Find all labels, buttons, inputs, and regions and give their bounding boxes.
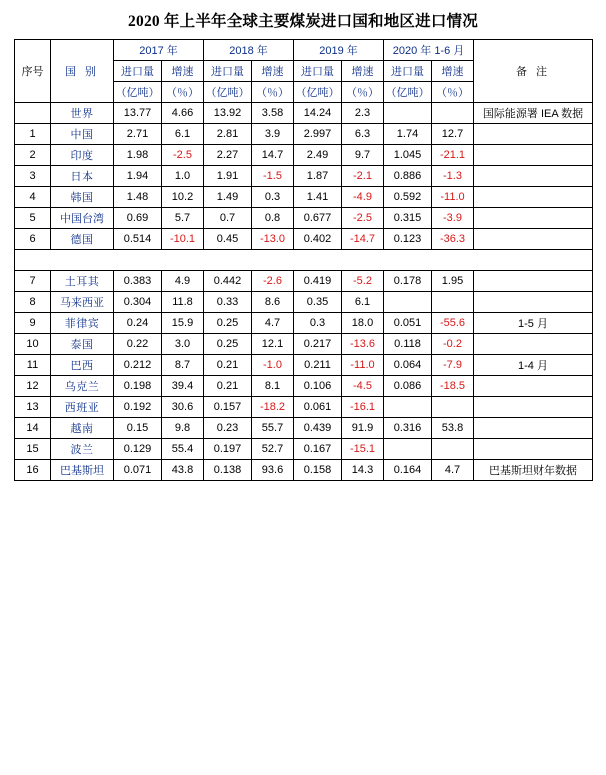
cell-volume-2018: 0.21 (204, 376, 252, 397)
cell-growth-2020: -0.2 (432, 334, 474, 355)
row-remark (474, 208, 593, 229)
cell-growth-2019: -4.9 (342, 187, 384, 208)
header-2018-growth-unit: （％） (252, 82, 294, 103)
header-2019-volume-unit: （亿吨） (294, 82, 342, 103)
cell-growth-2017: 3.0 (162, 334, 204, 355)
row-remark (474, 439, 593, 460)
cell-volume-2020: 0.086 (384, 376, 432, 397)
row-index: 6 (15, 229, 51, 250)
row-index (15, 103, 51, 124)
cell-volume-2019: 2.49 (294, 145, 342, 166)
row-remark: 国际能源署 IEA 数据 (474, 103, 593, 124)
row-remark (474, 187, 593, 208)
row-country: 日本 (51, 166, 114, 187)
row-remark (474, 145, 593, 166)
table-header-group (15, 40, 593, 103)
row-remark (474, 397, 593, 418)
table-row (15, 397, 593, 418)
header-year-2019: 2019 年 (294, 40, 384, 61)
cell-volume-2020 (384, 397, 432, 418)
cell-volume-2019: 0.217 (294, 334, 342, 355)
cell-volume-2020: 0.118 (384, 334, 432, 355)
table-row (15, 103, 593, 124)
row-remark: 1-4 月 (474, 355, 593, 376)
cell-growth-2019: -2.1 (342, 166, 384, 187)
table-row (15, 271, 593, 292)
row-index: 14 (15, 418, 51, 439)
cell-growth-2018: 4.7 (252, 313, 294, 334)
cell-growth-2017: 1.0 (162, 166, 204, 187)
cell-growth-2020: -1.3 (432, 166, 474, 187)
row-index: 8 (15, 292, 51, 313)
cell-volume-2017: 2.71 (114, 124, 162, 145)
cell-growth-2020: -21.1 (432, 145, 474, 166)
header-2017-growth: 增速 (162, 61, 204, 82)
row-country: 中国 (51, 124, 114, 145)
table-row (15, 376, 593, 397)
cell-growth-2019: -16.1 (342, 397, 384, 418)
row-index: 2 (15, 145, 51, 166)
cell-volume-2018: 0.138 (204, 460, 252, 481)
cell-growth-2019: 18.0 (342, 313, 384, 334)
cell-growth-2020: -18.5 (432, 376, 474, 397)
table-row (15, 313, 593, 334)
table-row (15, 418, 593, 439)
cell-volume-2020: 0.164 (384, 460, 432, 481)
header-2017-volume: 进口量 (114, 61, 162, 82)
row-remark: 巴基斯坦财年数据 (474, 460, 593, 481)
row-remark: 1-5 月 (474, 313, 593, 334)
cell-volume-2017: 1.98 (114, 145, 162, 166)
header-2020-volume: 进口量 (384, 61, 432, 82)
cell-volume-2019: 0.167 (294, 439, 342, 460)
cell-volume-2019: 2.997 (294, 124, 342, 145)
cell-growth-2017: 30.6 (162, 397, 204, 418)
row-remark (474, 334, 593, 355)
cell-growth-2018: -18.2 (252, 397, 294, 418)
header-2020-growth-unit: （％） (432, 82, 474, 103)
header-2020-growth: 增速 (432, 61, 474, 82)
cell-growth-2020: -3.9 (432, 208, 474, 229)
table-row (15, 229, 593, 250)
cell-growth-2019: 14.3 (342, 460, 384, 481)
cell-volume-2020 (384, 292, 432, 313)
row-country: 德国 (51, 229, 114, 250)
cell-volume-2020: 0.123 (384, 229, 432, 250)
cell-growth-2017: 11.8 (162, 292, 204, 313)
cell-growth-2018: 0.8 (252, 208, 294, 229)
cell-volume-2017: 0.129 (114, 439, 162, 460)
cell-volume-2019: 0.158 (294, 460, 342, 481)
cell-growth-2020 (432, 292, 474, 313)
cell-growth-2019: 91.9 (342, 418, 384, 439)
cell-growth-2017: 39.4 (162, 376, 204, 397)
row-remark (474, 271, 593, 292)
cell-volume-2017: 0.15 (114, 418, 162, 439)
cell-volume-2019: 0.419 (294, 271, 342, 292)
cell-growth-2019: 6.3 (342, 124, 384, 145)
table-row (15, 334, 593, 355)
cell-volume-2017: 1.94 (114, 166, 162, 187)
cell-volume-2018: 0.442 (204, 271, 252, 292)
table-section-gap-cell (15, 250, 593, 271)
cell-growth-2017: 4.66 (162, 103, 204, 124)
header-year-2017: 2017 年 (114, 40, 204, 61)
cell-growth-2017: 8.7 (162, 355, 204, 376)
cell-volume-2017: 0.192 (114, 397, 162, 418)
cell-growth-2017: -2.5 (162, 145, 204, 166)
row-country: 乌克兰 (51, 376, 114, 397)
cell-volume-2019: 1.41 (294, 187, 342, 208)
row-index: 12 (15, 376, 51, 397)
cell-volume-2020: 0.051 (384, 313, 432, 334)
row-index: 4 (15, 187, 51, 208)
cell-growth-2019: -13.6 (342, 334, 384, 355)
cell-growth-2018: 0.3 (252, 187, 294, 208)
cell-volume-2019: 0.35 (294, 292, 342, 313)
cell-growth-2020: -55.6 (432, 313, 474, 334)
header-2017-volume-unit: （亿吨） (114, 82, 162, 103)
header-row-years (15, 40, 593, 61)
cell-growth-2018: 14.7 (252, 145, 294, 166)
cell-growth-2017: 6.1 (162, 124, 204, 145)
header-year-2020: 2020 年 1-6 月 (384, 40, 474, 61)
cell-volume-2017: 0.212 (114, 355, 162, 376)
cell-volume-2020: 0.316 (384, 418, 432, 439)
cell-volume-2018: 1.91 (204, 166, 252, 187)
cell-volume-2017: 13.77 (114, 103, 162, 124)
cell-volume-2018: 0.157 (204, 397, 252, 418)
cell-volume-2020 (384, 439, 432, 460)
cell-volume-2017: 0.514 (114, 229, 162, 250)
cell-growth-2018: 93.6 (252, 460, 294, 481)
cell-growth-2019: -15.1 (342, 439, 384, 460)
cell-volume-2018: 0.25 (204, 313, 252, 334)
cell-growth-2019: 9.7 (342, 145, 384, 166)
cell-growth-2018: -1.0 (252, 355, 294, 376)
page-title: 2020 年上半年全球主要煤炭进口国和地区进口情况 (128, 13, 478, 30)
table-row (15, 166, 593, 187)
cell-growth-2019: -2.5 (342, 208, 384, 229)
cell-growth-2017: 43.8 (162, 460, 204, 481)
cell-volume-2018: 0.197 (204, 439, 252, 460)
row-index: 13 (15, 397, 51, 418)
cell-growth-2020 (432, 103, 474, 124)
cell-growth-2017: 55.4 (162, 439, 204, 460)
row-remark (474, 229, 593, 250)
row-index: 16 (15, 460, 51, 481)
row-country: 韩国 (51, 187, 114, 208)
cell-growth-2018: -13.0 (252, 229, 294, 250)
cell-growth-2019: 6.1 (342, 292, 384, 313)
cell-volume-2017: 0.198 (114, 376, 162, 397)
cell-volume-2019: 0.211 (294, 355, 342, 376)
cell-volume-2020: 1.74 (384, 124, 432, 145)
table-container (0, 39, 606, 481)
cell-volume-2020: 0.592 (384, 187, 432, 208)
header-2017-growth-unit: （％） (162, 82, 204, 103)
cell-volume-2018: 0.7 (204, 208, 252, 229)
cell-volume-2017: 0.383 (114, 271, 162, 292)
cell-growth-2020 (432, 439, 474, 460)
cell-volume-2018: 1.49 (204, 187, 252, 208)
cell-growth-2019: 2.3 (342, 103, 384, 124)
row-remark (474, 166, 593, 187)
cell-volume-2017: 0.304 (114, 292, 162, 313)
table-body (15, 103, 593, 481)
row-country: 菲律宾 (51, 313, 114, 334)
cell-growth-2020: -11.0 (432, 187, 474, 208)
row-index: 10 (15, 334, 51, 355)
cell-growth-2017: 9.8 (162, 418, 204, 439)
row-country: 马来西亚 (51, 292, 114, 313)
row-index: 5 (15, 208, 51, 229)
table-row (15, 124, 593, 145)
header-2019-growth: 增速 (342, 61, 384, 82)
row-index: 1 (15, 124, 51, 145)
table-row (15, 292, 593, 313)
header-2018-growth: 增速 (252, 61, 294, 82)
cell-growth-2020: 4.7 (432, 460, 474, 481)
cell-volume-2020: 0.178 (384, 271, 432, 292)
row-country: 印度 (51, 145, 114, 166)
cell-growth-2020: -7.9 (432, 355, 474, 376)
cell-growth-2019: -14.7 (342, 229, 384, 250)
header-2020-volume-unit: （亿吨） (384, 82, 432, 103)
table-row (15, 439, 593, 460)
cell-growth-2018: -1.5 (252, 166, 294, 187)
cell-volume-2019: 0.402 (294, 229, 342, 250)
cell-growth-2017: 10.2 (162, 187, 204, 208)
cell-volume-2017: 1.48 (114, 187, 162, 208)
cell-volume-2017: 0.69 (114, 208, 162, 229)
cell-volume-2017: 0.22 (114, 334, 162, 355)
cell-growth-2018: 55.7 (252, 418, 294, 439)
table-row (15, 460, 593, 481)
cell-volume-2019: 14.24 (294, 103, 342, 124)
cell-volume-2017: 0.071 (114, 460, 162, 481)
header-2019-volume: 进口量 (294, 61, 342, 82)
cell-growth-2020: 1.95 (432, 271, 474, 292)
cell-volume-2018: 0.33 (204, 292, 252, 313)
table-section-gap (15, 250, 593, 271)
header-remark: 备 注 (474, 40, 593, 103)
cell-growth-2018: 8.1 (252, 376, 294, 397)
cell-growth-2018: 3.9 (252, 124, 294, 145)
cell-volume-2019: 0.061 (294, 397, 342, 418)
cell-growth-2019: -11.0 (342, 355, 384, 376)
row-index: 9 (15, 313, 51, 334)
cell-volume-2020: 0.315 (384, 208, 432, 229)
row-country: 巴基斯坦 (51, 460, 114, 481)
row-remark (474, 124, 593, 145)
table-row (15, 145, 593, 166)
row-remark (474, 418, 593, 439)
cell-volume-2018: 0.21 (204, 355, 252, 376)
cell-volume-2019: 1.87 (294, 166, 342, 187)
header-year-2018: 2018 年 (204, 40, 294, 61)
row-index: 7 (15, 271, 51, 292)
header-2018-volume-unit: （亿吨） (204, 82, 252, 103)
cell-volume-2018: 0.23 (204, 418, 252, 439)
table-row (15, 208, 593, 229)
table-row (15, 355, 593, 376)
header-country: 国 别 (51, 40, 114, 103)
row-remark (474, 292, 593, 313)
cell-growth-2018: 52.7 (252, 439, 294, 460)
cell-growth-2019: -4.5 (342, 376, 384, 397)
cell-volume-2019: 0.439 (294, 418, 342, 439)
cell-volume-2018: 13.92 (204, 103, 252, 124)
row-index: 3 (15, 166, 51, 187)
cell-volume-2019: 0.106 (294, 376, 342, 397)
row-country: 巴西 (51, 355, 114, 376)
cell-volume-2018: 0.25 (204, 334, 252, 355)
cell-growth-2020: 12.7 (432, 124, 474, 145)
row-country: 泰国 (51, 334, 114, 355)
cell-volume-2020: 0.064 (384, 355, 432, 376)
cell-growth-2017: 15.9 (162, 313, 204, 334)
row-remark (474, 376, 593, 397)
header-index: 序号 (15, 40, 51, 103)
cell-growth-2017: -10.1 (162, 229, 204, 250)
row-index: 11 (15, 355, 51, 376)
row-country: 西班亚 (51, 397, 114, 418)
cell-volume-2020: 1.045 (384, 145, 432, 166)
row-country: 世界 (51, 103, 114, 124)
cell-growth-2018: -2.6 (252, 271, 294, 292)
row-country: 中国台湾 (51, 208, 114, 229)
table-row (15, 187, 593, 208)
cell-growth-2018: 8.6 (252, 292, 294, 313)
cell-growth-2017: 4.9 (162, 271, 204, 292)
cell-volume-2018: 2.81 (204, 124, 252, 145)
row-index: 15 (15, 439, 51, 460)
cell-growth-2017: 5.7 (162, 208, 204, 229)
cell-growth-2018: 3.58 (252, 103, 294, 124)
header-2018-volume: 进口量 (204, 61, 252, 82)
coal-import-table (14, 39, 593, 481)
header-2019-growth-unit: （％） (342, 82, 384, 103)
cell-growth-2018: 12.1 (252, 334, 294, 355)
cell-volume-2019: 0.3 (294, 313, 342, 334)
row-country: 波兰 (51, 439, 114, 460)
cell-volume-2018: 0.45 (204, 229, 252, 250)
cell-volume-2020: 0.886 (384, 166, 432, 187)
cell-growth-2020: -36.3 (432, 229, 474, 250)
cell-growth-2019: -5.2 (342, 271, 384, 292)
row-country: 土耳其 (51, 271, 114, 292)
cell-volume-2020 (384, 103, 432, 124)
cell-growth-2020: 53.8 (432, 418, 474, 439)
cell-volume-2019: 0.677 (294, 208, 342, 229)
row-country: 越南 (51, 418, 114, 439)
cell-volume-2018: 2.27 (204, 145, 252, 166)
cell-volume-2017: 0.24 (114, 313, 162, 334)
cell-growth-2020 (432, 397, 474, 418)
